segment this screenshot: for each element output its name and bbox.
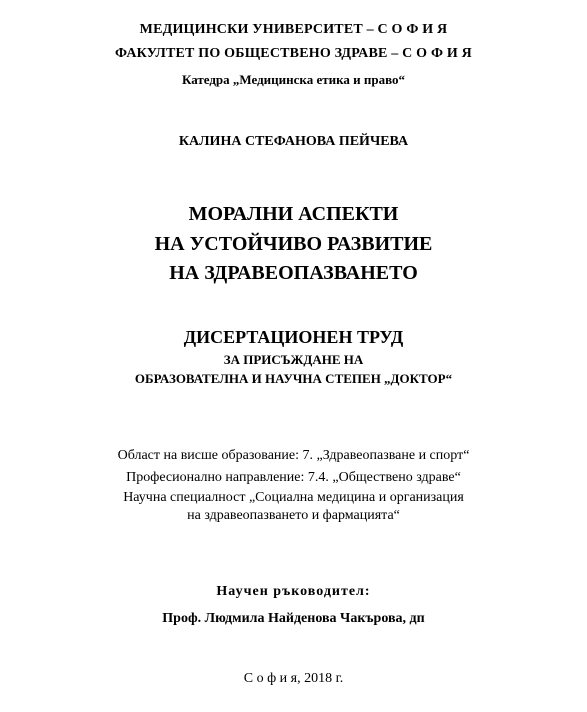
dissertation-heading: ДИСЕРТАЦИОНЕН ТРУД xyxy=(183,327,404,347)
supervisor-label: Научен ръководител: xyxy=(216,584,371,599)
department-name: Катедра „Медицинска етика и право“ xyxy=(181,72,406,87)
dissertation-purpose-line-1: ЗА ПРИСЪЖДАНЕ НА xyxy=(223,352,364,367)
dissertation-purpose-line-2: ОБРАЗОВАТЕЛНА И НАУЧНА СТЕПЕН „ДОКТОР“ xyxy=(134,371,453,386)
thesis-title-line-2: НА УСТОЙЧИВО РАЗВИТИЕ xyxy=(154,233,433,255)
scientific-specialty-line-2: на здравеопазването и фармацията“ xyxy=(187,508,400,523)
university-name: МЕДИЦИНСКИ УНИВЕРСИТЕТ – С О Ф И Я xyxy=(139,22,448,37)
scientific-specialty-line-1: Научна специалност „Социална медицина и организация xyxy=(123,490,464,505)
supervisor-name: Проф. Людмила Найденова Чакърова, дп xyxy=(162,611,425,626)
professional-direction: Професионално направление: 7.4. „Обществено здраве“ xyxy=(126,470,461,485)
faculty-name: ФАКУЛТЕТ ПО ОБЩЕСТВЕНО ЗДРАВЕ – С О Ф И Я xyxy=(115,46,472,61)
author-name: КАЛИНА СТЕФАНОВА ПЕЙЧЕВА xyxy=(178,134,409,149)
city-and-year: С о ф и я, 2018 г. xyxy=(243,671,344,686)
field-of-education: Област на висше образование: 7. „Здравеопазване и спорт“ xyxy=(117,448,470,463)
thesis-title-line-1: МОРАЛНИ АСПЕКТИ xyxy=(188,203,399,225)
thesis-title-line-3: НА ЗДРАВЕОПАЗВАНЕТО xyxy=(169,262,418,284)
